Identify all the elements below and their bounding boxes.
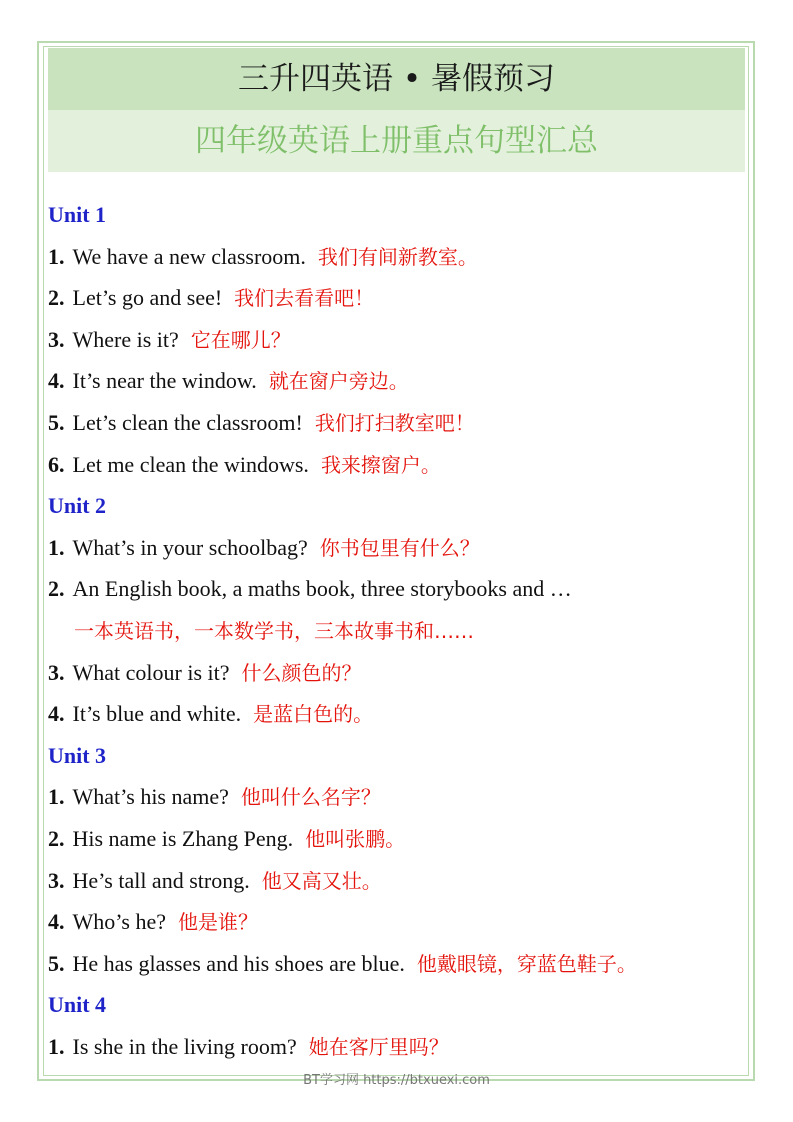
chinese-translation: 他戴眼镜，穿蓝色鞋子。 bbox=[416, 951, 637, 976]
sentence-row bbox=[48, 236, 748, 278]
page-subtitle: 四年级英语上册重点句型汇总 bbox=[48, 110, 745, 172]
chinese-translation: 她在客厅里吗？ bbox=[308, 1034, 449, 1059]
english-sentence: Let’s go and see! bbox=[72, 285, 223, 311]
page-title: 三升四英语 • 暑假预习 bbox=[48, 48, 745, 110]
item-number: 2. bbox=[48, 576, 65, 602]
chinese-translation: 我来擦窗户。 bbox=[320, 452, 441, 477]
english-sentence: Let me clean the windows. bbox=[72, 451, 309, 477]
english-sentence: It’s blue and white. bbox=[72, 701, 242, 727]
english-sentence: Where is it? bbox=[72, 326, 179, 352]
chinese-translation: 一本英语书，一本数学书，三本故事书和…… bbox=[74, 618, 474, 643]
english-sentence: What’s his name? bbox=[72, 784, 229, 810]
watermark-footer: BT学习网 https://btxuexi.com bbox=[303, 1073, 490, 1088]
sentence-row bbox=[48, 860, 748, 902]
english-sentence: Who’s he? bbox=[72, 909, 166, 935]
english-sentence: What’s in your schoolbag? bbox=[72, 534, 308, 560]
chinese-translation: 他又高又壮。 bbox=[261, 868, 382, 893]
chinese-translation: 他是谁？ bbox=[177, 910, 258, 935]
chinese-translation: 我们有间新教室。 bbox=[317, 244, 478, 269]
item-number: 2. bbox=[48, 285, 65, 311]
unit-heading: Unit 3 bbox=[48, 742, 107, 768]
sentence-row bbox=[48, 901, 748, 943]
english-sentence: We have a new classroom. bbox=[72, 243, 306, 269]
unit-heading: Unit 1 bbox=[48, 202, 107, 227]
chinese-translation: 是蓝白色的。 bbox=[253, 702, 374, 727]
item-number: 4. bbox=[48, 701, 65, 727]
item-number: 1. bbox=[48, 243, 65, 269]
english-sentence: His name is Zhang Peng. bbox=[72, 825, 294, 851]
sentence-row bbox=[48, 943, 748, 985]
english-sentence: He’s tall and strong. bbox=[72, 867, 250, 893]
sentence-row bbox=[48, 444, 748, 486]
chinese-translation: 他叫张鹏。 bbox=[305, 826, 406, 851]
chinese-translation: 它在哪儿？ bbox=[190, 327, 291, 352]
chinese-translation: 我们打扫教室吧！ bbox=[314, 410, 475, 435]
english-sentence: What colour is it? bbox=[72, 659, 230, 685]
sentence-row bbox=[48, 652, 748, 694]
chinese-translation: 他叫什么名字？ bbox=[240, 785, 381, 810]
item-number: 3. bbox=[48, 659, 65, 685]
sentence-row bbox=[48, 693, 748, 735]
unit-heading: Unit 2 bbox=[48, 493, 107, 519]
item-number: 6. bbox=[48, 451, 65, 477]
item-number: 3. bbox=[48, 326, 65, 352]
english-sentence: He has glasses and his shoes are blue. bbox=[72, 950, 405, 976]
sentence-row bbox=[48, 360, 748, 402]
english-sentence: Is she in the living room? bbox=[72, 1033, 297, 1059]
sentence-row-continuation bbox=[48, 610, 748, 652]
sentence-row bbox=[48, 818, 748, 860]
item-number: 5. bbox=[48, 950, 65, 976]
item-number: 1. bbox=[48, 534, 65, 560]
chinese-translation: 就在窗户旁边。 bbox=[268, 369, 409, 394]
item-number: 5. bbox=[48, 409, 65, 435]
sentence-row bbox=[48, 319, 748, 361]
item-number: 4. bbox=[48, 368, 65, 394]
sentence-row bbox=[48, 527, 748, 569]
english-sentence: Let’s clean the classroom! bbox=[72, 409, 303, 435]
english-sentence: An English book, a maths book, three storybooks and … bbox=[72, 576, 572, 602]
chinese-translation: 什么颜色的？ bbox=[241, 660, 362, 685]
item-number: 4. bbox=[48, 909, 65, 935]
sentence-row bbox=[48, 277, 748, 319]
item-number: 1. bbox=[48, 1033, 65, 1059]
sentence-list bbox=[48, 194, 748, 1067]
chinese-translation: 你书包里有什么？ bbox=[319, 535, 480, 560]
unit-heading: Unit 4 bbox=[48, 992, 107, 1018]
item-number: 2. bbox=[48, 825, 65, 851]
sentence-row bbox=[48, 1026, 748, 1068]
item-number: 3. bbox=[48, 867, 65, 893]
item-number: 1. bbox=[48, 784, 65, 810]
sentence-row bbox=[48, 568, 748, 610]
chinese-translation: 我们去看看吧！ bbox=[234, 286, 375, 311]
sentence-row bbox=[48, 402, 748, 444]
sentence-row bbox=[48, 776, 748, 818]
english-sentence: It’s near the window. bbox=[72, 368, 257, 394]
